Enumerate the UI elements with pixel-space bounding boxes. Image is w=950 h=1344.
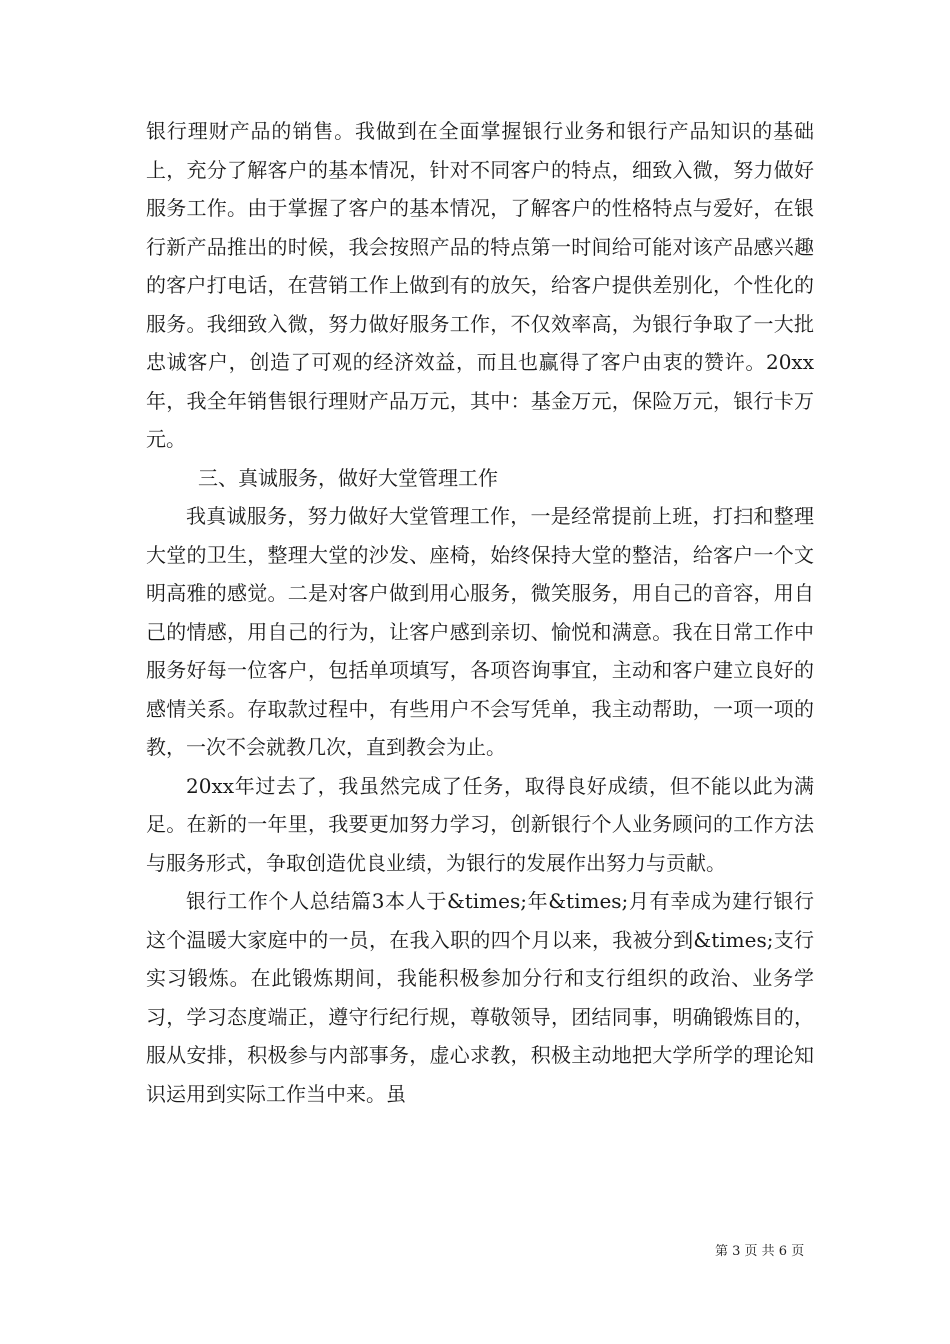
document-body <box>146 112 814 1113</box>
page-number-footer: 第 3 页 共 6 页 <box>715 1244 805 1259</box>
paragraph-summary-part-3: 银行工作个人总结篇3本人于&times;年&times;月有幸成为建行银行这个温暖大家庭中的一员，在我入职的四个月以来，我被分到&times;支行实习锻炼。在此锻炼期间，我能积极参加分行和支行组织的政治、业务学习，学习态度端正，遵守行纪行规，尊敬领导，团结同事，明确锻炼目的，服从安排，积极参与内部事务，虚心求教，积极主动地把大学所学的理论知识运用到实际工作当中来。虽 <box>146 889 814 1106</box>
paragraph-sales-continuation: 银行理财产品的销售。我做到在全面掌握银行业务和银行产品知识的基础上，充分了解客户的基本情况，针对不同客户的特点，细致入微，努力做好服务工作。由于掌握了客户的基本情况，了解客户的性格特点与爱好，在银行新产品推出的时候，我会按照产品的特点第一时间给可能对该产品感兴趣的客户打电话，在营销工作上做到有的放矢，给客户提供差别化，个性化的服务。我细致入微，努力做好服务工作，不仅效率高，为银行争取了一大批忠诚客户，创造了可观的经济效益，而且也赢得了客户由衷的赞许。20xx年，我全年销售银行理财产品万元，其中：基金万元，保险万元，银行卡万元。 <box>146 119 814 451</box>
paragraph-year-summary: 20xx年过去了，我虽然完成了任务，取得良好成绩，但不能以此为满足。在新的一年里，我要更加努力学习，创新银行个人业务顾问的工作方法与服务形式，争取创造优良业绩，为银行的发展作出努力与贡献。 <box>146 773 814 875</box>
paragraph-lobby-management: 我真诚服务，努力做好大堂管理工作，一是经常提前上班，打扫和整理大堂的卫生，整理大堂的沙发、座椅，始终保持大堂的整洁，给客户一个文明高雅的感觉。二是对客户做到用心服务，微笑服务，用自己的音容，用自己的情感，用自己的行为，让客户感到亲切、愉悦和满意。我在日常工作中服务好每一位客户，包括单项填写，各项咨询事宜，主动和客户建立良好的感情关系。存取款过程中，有些用户不会写凭单，我主动帮助，一项一项的教，一次不会就教几次，直到教会为止。 <box>146 504 814 759</box>
section-heading-lobby-service: 三、真诚服务，做好大堂管理工作 <box>198 465 498 490</box>
